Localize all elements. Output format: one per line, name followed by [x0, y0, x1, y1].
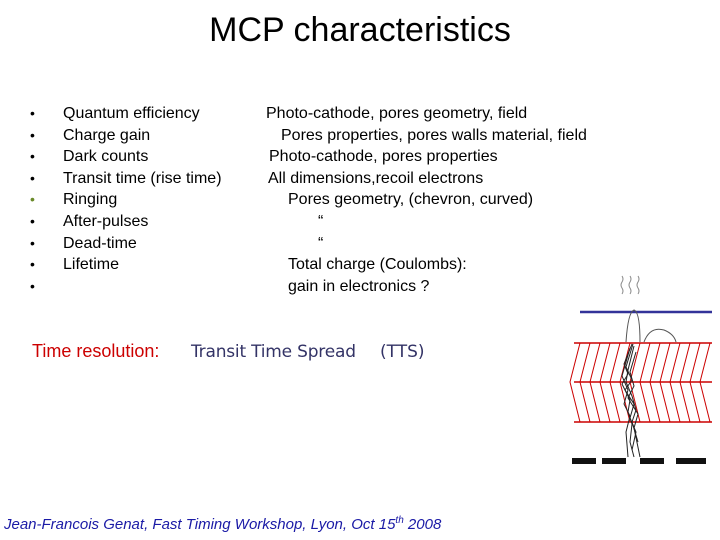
tts-abbreviation: (TTS) [380, 342, 425, 362]
footer-suffix: 2008 [403, 516, 442, 533]
bullet: • [30, 105, 35, 121]
bullet: • [30, 126, 35, 143]
electron-cloud [626, 310, 640, 342]
slide-title: MCP characteristics [209, 11, 511, 49]
ditto-mark: “ [318, 213, 324, 230]
anode-pads [572, 458, 706, 464]
bullet: • [30, 212, 35, 229]
bullet: • [30, 234, 35, 251]
list-item-ringing: Ringing [63, 191, 118, 209]
tts-label: Transit Time Spread [191, 342, 356, 362]
description-line: Photo-cathode, pores geometry, field [266, 105, 528, 122]
description-line: Photo-cathode, pores properties [269, 148, 498, 166]
list-item-charge-gain: Charge gain [63, 126, 151, 144]
photon-icon [621, 276, 639, 294]
description-line: All dimensions,recoil electrons [268, 169, 484, 187]
description-line: Total charge (Coulombs): [288, 256, 467, 274]
description-line: Pores properties, pores walls material, field [281, 126, 587, 144]
list-item-dead-time: Dead-time [63, 234, 137, 252]
list-item-dark-counts: Dark counts [63, 148, 149, 166]
bullet: • [30, 169, 35, 186]
electron-avalanche [622, 344, 640, 457]
ditto-mark: “ [318, 234, 324, 252]
footer-citation [4, 515, 441, 533]
description-line: gain in electronics ? [288, 277, 430, 295]
bullet: • [30, 277, 35, 294]
footer-sup: th [395, 515, 404, 526]
bullet-column [30, 103, 50, 297]
list-item-quantum-efficiency: Quantum efficiency [63, 105, 200, 122]
bullet: • [30, 191, 35, 208]
characteristics-list [63, 103, 268, 276]
time-resolution-label: Time resolution: [32, 341, 160, 361]
recoil-electron-arc [644, 329, 676, 342]
list-item-transit-time: Transit time (rise time) [63, 169, 222, 187]
list-item-lifetime: Lifetime [63, 256, 120, 274]
bullet: • [30, 256, 35, 273]
footer-prefix: Jean-Francois Genat, Fast Timing Workshop, Lyon, Oct 15 [4, 516, 396, 533]
description-line: Pores geometry, (chevron, curved) [288, 191, 534, 209]
list-item-after-pulses: After-pulses [63, 212, 149, 230]
mcp-pore-diagram [566, 272, 716, 472]
bullet: • [30, 148, 35, 165]
